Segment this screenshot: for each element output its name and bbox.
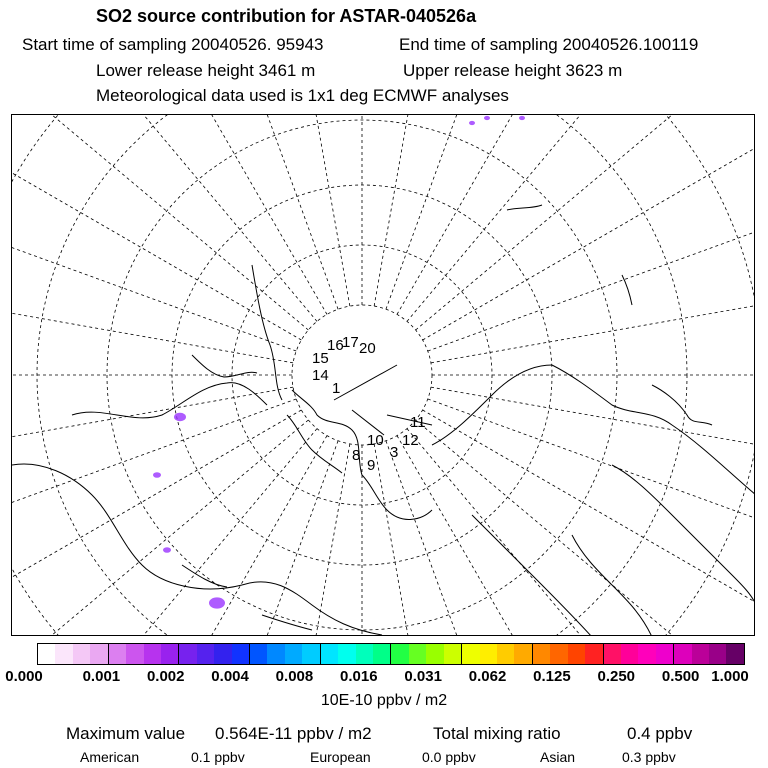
colorbar-cell <box>638 644 655 664</box>
meridian-line <box>386 441 636 636</box>
colorbar-cell <box>604 644 621 664</box>
graticule <box>12 115 755 636</box>
trajectory-label: 17 <box>342 334 359 351</box>
meridian-line <box>12 420 308 636</box>
colorbar-cell <box>568 644 585 664</box>
meridian-line <box>397 436 755 636</box>
meridian-line <box>431 387 755 514</box>
colorbar-cell <box>709 644 726 664</box>
european-value: 0.0 ppbv <box>422 749 476 765</box>
american-value: 0.1 ppbv <box>191 749 245 765</box>
meridian-line <box>12 387 293 514</box>
colorbar-cell <box>356 644 373 664</box>
trajectory-label: 9 <box>367 457 376 474</box>
colorbar-cell <box>267 644 284 664</box>
trajectory-label: 11 <box>410 414 426 431</box>
colorbar-cell <box>90 644 108 664</box>
colorbar-cell <box>391 644 408 664</box>
meridian-line <box>12 410 301 636</box>
meridian-line <box>428 399 755 636</box>
colorbar-cell <box>621 644 638 664</box>
colorbar-cell <box>285 644 302 664</box>
colorbar-cell <box>338 644 355 664</box>
colorbar-cell <box>214 644 231 664</box>
meridian-line <box>416 420 755 636</box>
meridian-line <box>12 115 296 351</box>
colorbar-cell <box>232 644 250 664</box>
trajectory-label: 3 <box>390 444 399 461</box>
colorbar-cell <box>726 644 743 664</box>
colorbar-cell <box>197 644 214 664</box>
plume-spot <box>519 116 525 120</box>
meridian-line <box>12 236 293 363</box>
meridian-line <box>12 115 308 330</box>
meridian-line <box>407 115 755 321</box>
trajectory-label: 10 <box>367 432 384 449</box>
max-value-label: Maximum value <box>66 724 186 743</box>
trajectory-label: 14 <box>312 367 329 384</box>
colorbar-cell <box>38 644 55 664</box>
total-mixing-label: Total mixing ratio <box>433 724 561 743</box>
colorbar-cell <box>692 644 709 664</box>
colorbar-tick-label: 0.002 <box>146 668 185 685</box>
colorbar-tick-label: 0.500 <box>661 668 700 685</box>
colorbar-cell <box>302 644 320 664</box>
colorbar-cell <box>674 644 691 664</box>
plume-spot <box>209 597 225 608</box>
max-value: 0.564E-11 ppbv / m2 <box>215 724 372 743</box>
upper-release-height: Upper release height 3623 m <box>403 61 623 80</box>
meridian-line <box>12 399 296 636</box>
colorbar-tick-label: 0.250 <box>597 668 636 685</box>
colorbar-cell <box>462 644 479 664</box>
lower-release-height: Lower release height 3461 m <box>96 61 316 80</box>
latitude-circle <box>37 115 687 636</box>
meridian-line <box>12 115 317 321</box>
trajectory-labels <box>312 334 426 474</box>
colorbar-cell <box>480 644 497 664</box>
meridian-line <box>374 444 501 636</box>
plume-spot <box>484 116 490 120</box>
meridian-line <box>431 236 755 363</box>
colorbar-tick-label: 0.016 <box>340 668 378 685</box>
trajectory-label: 15 <box>312 350 329 367</box>
end-time: End time of sampling 20040526.100119 <box>399 35 699 54</box>
total-mixing-value: 0.4 ppbv <box>627 724 693 743</box>
colorbar-cell <box>321 644 338 664</box>
colorbar-cell <box>656 644 674 664</box>
meridian-line <box>88 115 338 309</box>
asian-label: Asian <box>540 749 576 765</box>
plume-spot <box>163 547 171 553</box>
colorbar-cell <box>126 644 143 664</box>
color-scale-bar <box>37 643 745 665</box>
colorbar-tick-label: 0.062 <box>468 668 507 685</box>
colorbar-tick-label: 0.001 <box>82 668 121 685</box>
meridian-line <box>12 429 317 636</box>
meridian-line <box>223 115 350 306</box>
meridian-line <box>12 115 301 340</box>
colorbar-cell <box>497 644 514 664</box>
latitude-circle <box>12 115 755 636</box>
colorbar-tick-label: 0.125 <box>533 668 571 685</box>
colorbar-cell <box>250 644 267 664</box>
map-panel <box>11 114 755 636</box>
colorbar-cell <box>409 644 426 664</box>
latitude-circle <box>12 115 755 636</box>
colorbar-cell <box>533 644 550 664</box>
plume-spot <box>153 472 161 478</box>
colorbar-cell <box>373 644 391 664</box>
so2-plumes <box>153 116 525 609</box>
color-scale-unit: 10E-10 ppbv / m2 <box>320 692 448 709</box>
start-time: Start time of sampling 20040526. 95943 <box>22 35 324 54</box>
colorbar-tick-label: 1.000 <box>711 668 749 685</box>
trajectory-label: 8 <box>352 447 361 464</box>
plot-title: SO2 source contribution for ASTAR-040526a <box>96 6 477 26</box>
meridian-line <box>12 115 327 314</box>
plume-spot <box>174 413 186 421</box>
meridian-line <box>12 436 327 636</box>
colorbar-cell <box>426 644 443 664</box>
colorbar-cell <box>179 644 196 664</box>
colorbar-tick-label: 0.004 <box>211 668 249 685</box>
plume-spot <box>469 121 475 125</box>
meridian-line <box>386 115 636 309</box>
meridian-line <box>397 115 755 314</box>
trajectory-label: 16 <box>327 337 344 354</box>
colorbar-cell <box>585 644 603 664</box>
colorbar-cell <box>55 644 72 664</box>
meridian-line <box>407 429 755 636</box>
met-data-note: Meteorological data used is 1x1 deg ECMWF analyses <box>96 86 509 105</box>
colorbar-tick-label: 0.008 <box>275 668 314 685</box>
colorbar-cell <box>444 644 462 664</box>
asian-value: 0.3 ppbv <box>622 749 676 765</box>
meridian-line <box>374 115 501 306</box>
colorbar-cell <box>73 644 90 664</box>
colorbar-tick-label: 0.031 <box>404 668 442 685</box>
trajectory-label: 12 <box>402 432 419 449</box>
meridian-line <box>223 444 350 636</box>
polar-map <box>12 115 755 636</box>
coastlines <box>12 205 755 636</box>
colorbar-cell <box>550 644 567 664</box>
european-label: European <box>310 749 371 765</box>
colorbar-tick-label: 0.000 <box>5 668 43 685</box>
colorbar-cell <box>514 644 532 664</box>
colorbar-cell <box>161 644 179 664</box>
trajectory-label: 20 <box>359 340 376 357</box>
american-label: American <box>80 749 140 765</box>
colorbar-cell <box>109 644 126 664</box>
colorbar-cell <box>144 644 161 664</box>
trajectory-label: 1 <box>332 380 341 397</box>
meridian-line <box>428 115 755 351</box>
